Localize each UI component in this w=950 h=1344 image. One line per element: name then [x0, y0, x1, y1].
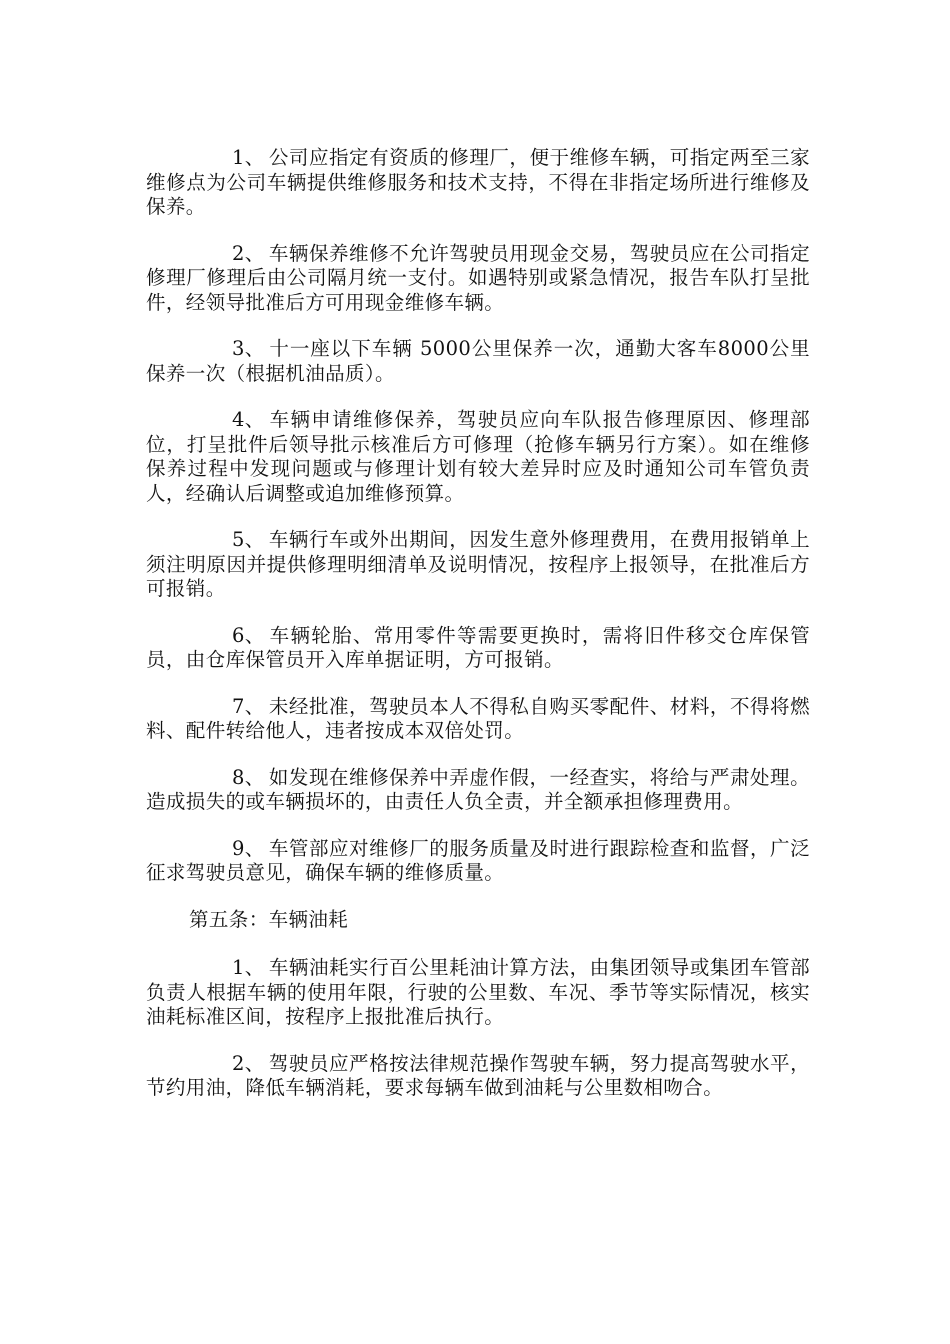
paragraph-4: [146, 408, 810, 506]
paragraph-number: 1、: [232, 146, 265, 169]
paragraph-number: 4、: [232, 408, 265, 431]
paragraph-5: [146, 528, 810, 602]
paragraph-number: 3、: [232, 337, 265, 360]
section-paragraph-2: [146, 1052, 810, 1101]
paragraph-7: [146, 695, 810, 744]
paragraph-6: [146, 624, 810, 673]
paragraph-2: [146, 242, 810, 316]
paragraph-text: 车辆油耗实行百公里耗油计算方法，由集团领导或集团车管部负责人根据车辆的使用年限，行驶的公里数、车况、季节等实际情况，核实油耗标准区间，按程序上报批准后执行。: [146, 956, 810, 1028]
paragraph-8: [146, 766, 810, 815]
paragraph-text: 车管部应对维修厂的服务质量及时进行跟踪检查和监督，广泛征求驾驶员意见，确保车辆的维修质量。: [146, 836, 810, 884]
paragraph-text: 未经批准，驾驶员本人不得私自购买零配件、材料，不得将燃料、配件转给他人，违者按成本双倍处罚。: [146, 694, 810, 742]
paragraph-text: 如发现在维修保养中弄虚作假，一经查实，将给与严肃处理。造成损失的或车辆损坏的，由责任人负全责，并全额承担修理费用。: [146, 765, 810, 813]
document-page: [146, 146, 810, 1123]
paragraph-text: 车辆申请维修保养，驾驶员应向车队报告修理原因、修理部位，打呈批件后领导批示核准后方可修理（抢修车辆另行方案）。如在维修保养过程中发现问题或与修理计划有较大差异时应及时通知公司车管负责人，经确认后调整或追加维修预算。: [146, 408, 810, 505]
paragraph-number: 7、: [232, 694, 265, 718]
paragraph-9: [146, 837, 810, 886]
paragraph-number: 6、: [232, 623, 265, 647]
paragraph-number: 2、: [232, 241, 265, 265]
paragraph-text: 车辆保养维修不允许驾驶员用现金交易，驾驶员应在公司指定修理厂修理后由公司隔月统一支付。如遇特别或紧急情况，报告车队打呈批件，经领导批准后方可用现金维修车辆。: [146, 241, 810, 314]
paragraph-3: [146, 337, 810, 386]
paragraph-number: 5、: [232, 528, 265, 551]
paragraph-text: 驾驶员应严格按法律规范操作驾驶车辆，努力提高驾驶水平，节约用油，降低车辆消耗，要求每辆车做到油耗与公里数相吻合。: [146, 1051, 810, 1099]
paragraph-number: 1、: [232, 956, 265, 979]
paragraph-text: 十一座以下车辆 5000公里保养一次，通勤大客车8000公里保养一次（根据机油品质）。: [146, 337, 810, 385]
paragraph-text: 公司应指定有资质的修理厂，便于维修车辆，可指定两至三家维修点为公司车辆提供维修服务和技术支持，不得在非指定场所进行维修及保养。: [146, 146, 810, 218]
section-paragraph-1: [146, 956, 810, 1030]
paragraph-text: 车辆行车或外出期间，因发生意外修理费用，在费用报销单上须注明原因并提供修理明细清单及说明情况，按程序上报领导，在批准后方可报销。: [146, 528, 810, 600]
paragraph-number: 9、: [232, 836, 265, 860]
paragraph-1: [146, 146, 810, 220]
paragraph-number: 8、: [232, 765, 265, 789]
paragraph-text: 车辆轮胎、常用零件等需要更换时，需将旧件移交仓库保管员，由仓库保管员开入库单据证明，方可报销。: [146, 623, 810, 671]
section-heading: 第五条：车辆油耗: [189, 907, 349, 931]
paragraph-number: 2、: [232, 1051, 265, 1075]
